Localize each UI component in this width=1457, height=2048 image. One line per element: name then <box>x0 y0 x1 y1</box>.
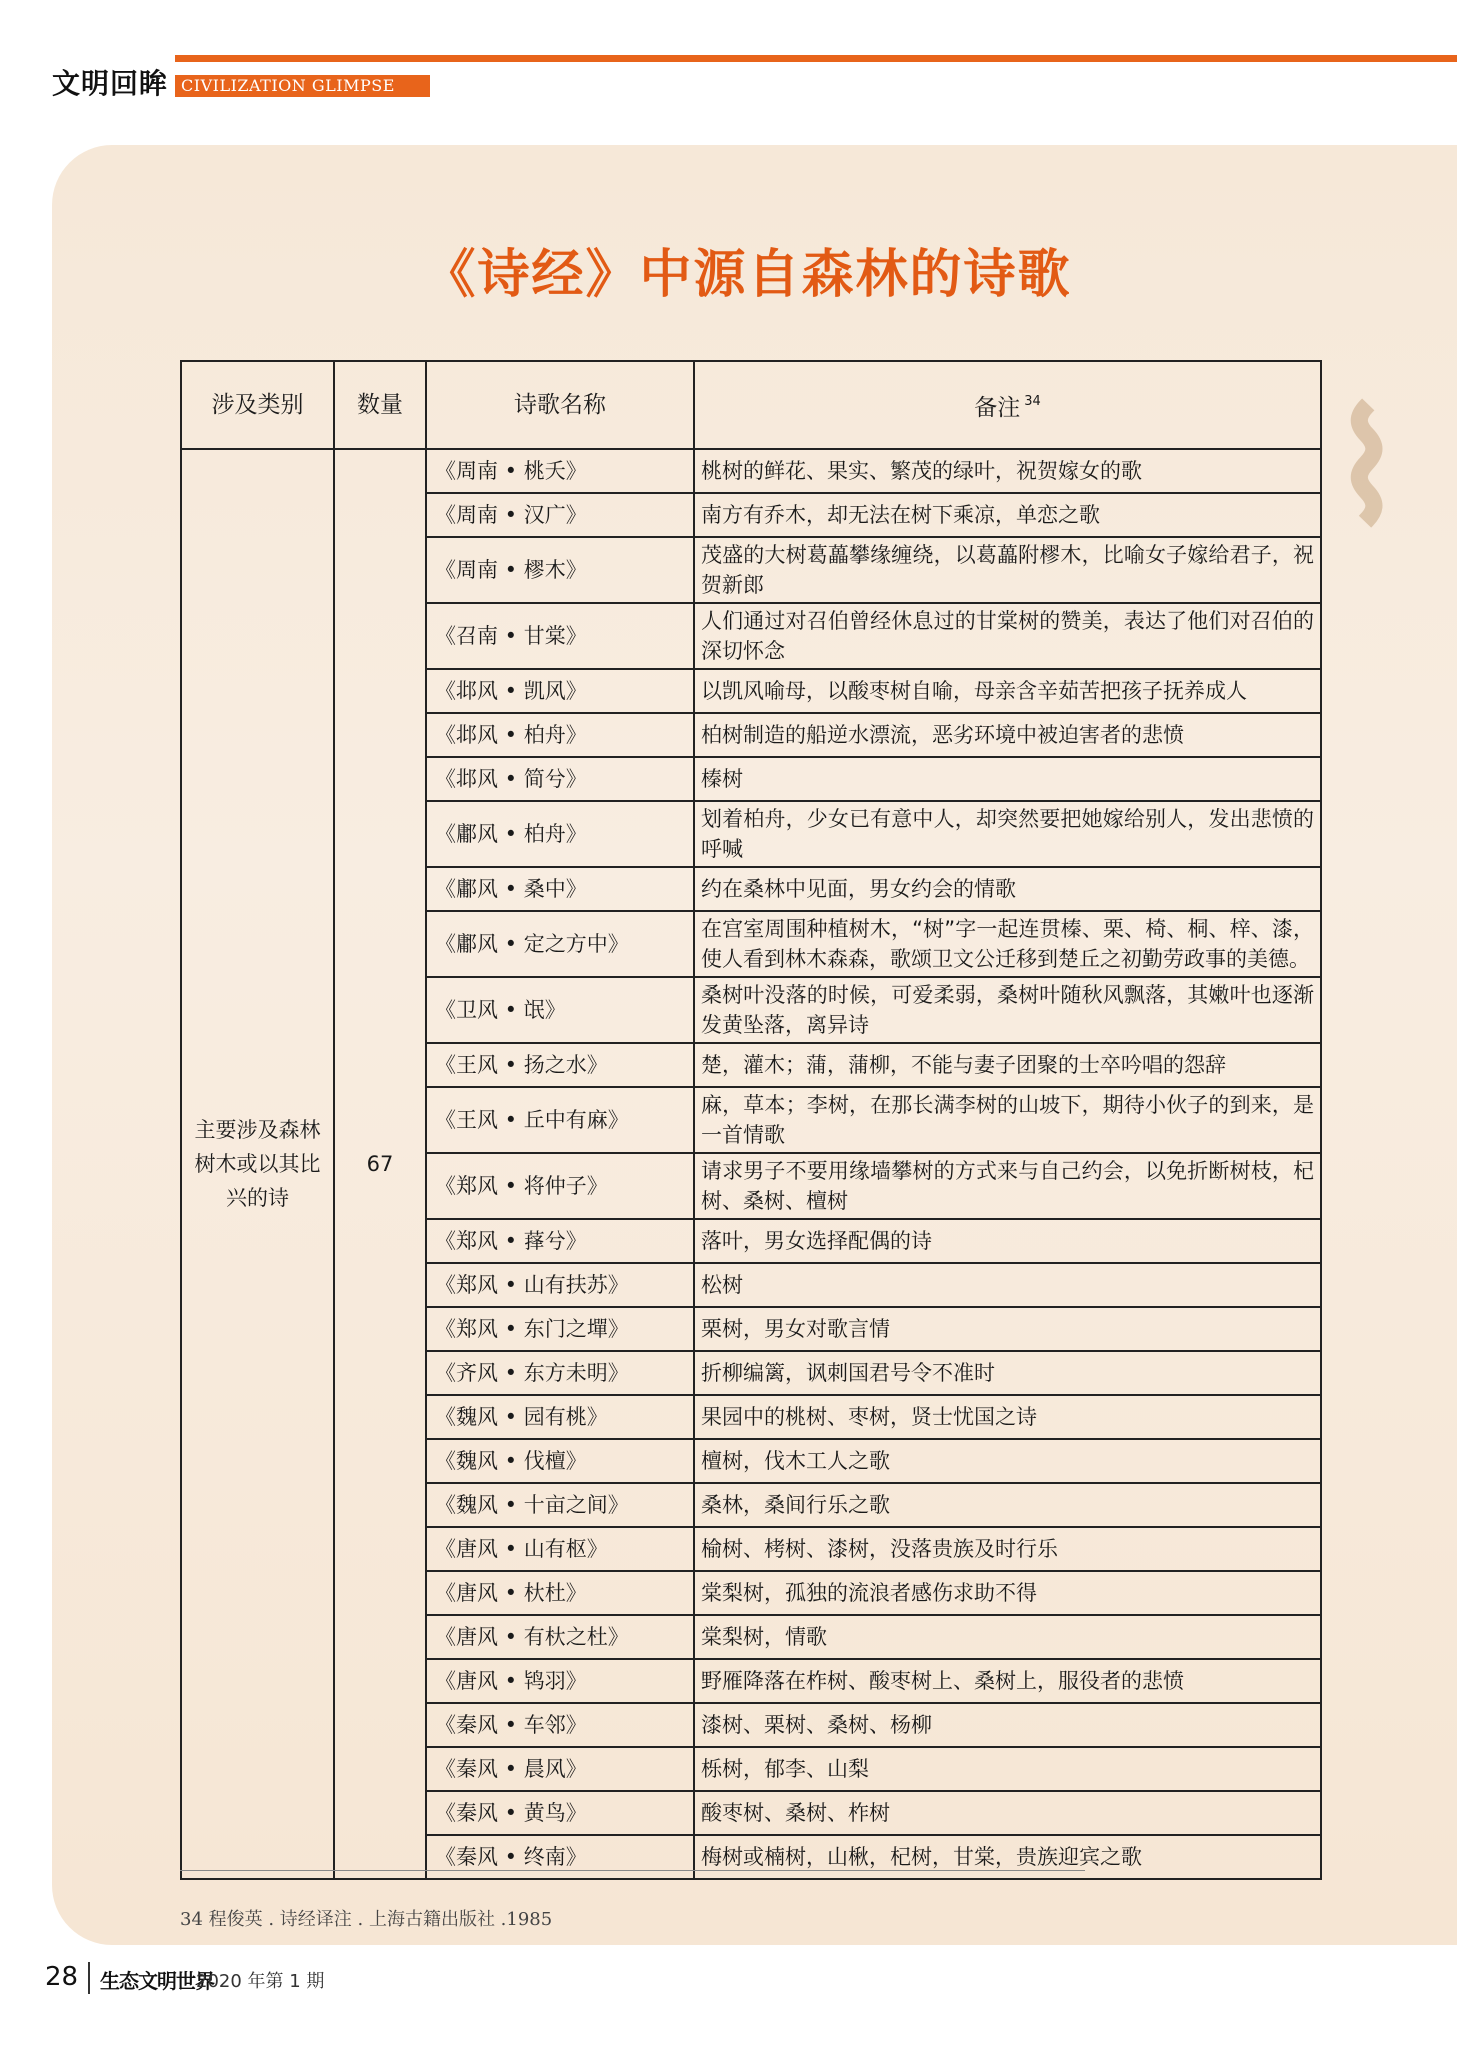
page-title: 《诗经》中源自森林的诗歌 <box>423 245 1072 305</box>
note-cell: 折柳编篱，讽刺国君号令不准时 <box>694 1351 1321 1395</box>
note-cell: 果园中的桃树、枣树，贤士忧国之诗 <box>694 1395 1321 1439</box>
note-cell: 柏树制造的船逆水漂流，恶劣环境中被迫害者的悲愤 <box>694 713 1321 757</box>
note-cell: 梅树或楠树，山楸，杞树，甘棠，贵族迎宾之歌 <box>694 1835 1321 1879</box>
poem-name-cell: 《郑风 • 山有扶苏》 <box>426 1263 694 1307</box>
poem-name-cell: 《邶风 • 柏舟》 <box>426 713 694 757</box>
header-poem: 诗歌名称 <box>426 361 694 449</box>
poem-name-cell: 《郑风 • 东门之墠》 <box>426 1307 694 1351</box>
note-cell: 人们通过对召伯曾经休息过的甘棠树的赞美，表达了他们对召伯的深切怀念 <box>694 603 1321 669</box>
poem-name-cell: 《魏风 • 园有桃》 <box>426 1395 694 1439</box>
note-cell: 在宫室周围种植树木，“树”字一起连贯榛、栗、椅、桐、梓、漆，使人看到林木森森，歌颂卫文公迁移到楚丘之初勤劳政事的美德。 <box>694 911 1321 977</box>
magazine-name: 生态文明世界 <box>100 1969 214 1993</box>
poem-name-cell: 《秦风 • 终南》 <box>426 1835 694 1879</box>
note-cell: 榆树、栲树、漆树，没落贵族及时行乐 <box>694 1527 1321 1571</box>
note-cell: 约在桑林中见面，男女约会的情歌 <box>694 867 1321 911</box>
issue-label: 2020 年第 1 期 <box>196 1971 325 1992</box>
footer-divider <box>88 1962 90 1994</box>
note-cell: 茂盛的大树葛藟攀缘缠绕，以葛藟附樛木，比喻女子嫁给君子，祝贺新郎 <box>694 537 1321 603</box>
note-cell: 楚，灌木；蒲，蒲柳，不能与妻子团聚的士卒吟唱的怨辞 <box>694 1043 1321 1087</box>
note-cell: 檀树，伐木工人之歌 <box>694 1439 1321 1483</box>
note-cell: 桃树的鲜花、果实、繁茂的绿叶，祝贺嫁女的歌 <box>694 449 1321 493</box>
note-cell: 棠梨树，孤独的流浪者感伤求助不得 <box>694 1571 1321 1615</box>
poem-name-cell: 《周南 • 汉广》 <box>426 493 694 537</box>
section-title: 文明回眸 <box>52 67 169 100</box>
note-cell: 野雁降落在柞树、酸枣树上、桑树上，服役者的悲愤 <box>694 1659 1321 1703</box>
footnote-marker: 34 <box>1024 394 1041 409</box>
poem-name-cell: 《鄘风 • 定之方中》 <box>426 911 694 977</box>
section-tag: CIVILIZATION GLIMPSE <box>175 75 430 97</box>
table-header-row <box>181 361 1321 449</box>
poem-name-cell: 《唐风 • 有杕之杜》 <box>426 1615 694 1659</box>
poem-name-cell: 《唐风 • 鸨羽》 <box>426 1659 694 1703</box>
poem-name-cell: 《鄘风 • 柏舟》 <box>426 801 694 867</box>
poem-name-cell: 《鄘风 • 桑中》 <box>426 867 694 911</box>
category-cell: 主要涉及森林树木或以其比兴的诗 <box>181 449 334 1879</box>
note-cell: 落叶，男女选择配偶的诗 <box>694 1219 1321 1263</box>
note-cell: 划着柏舟，少女已有意中人，却突然要把她嫁给别人，发出悲愤的呼喊 <box>694 801 1321 867</box>
note-cell: 酸枣树、桑树、柞树 <box>694 1791 1321 1835</box>
poem-name-cell: 《邶风 • 简兮》 <box>426 757 694 801</box>
poem-name-cell: 《齐风 • 东方未明》 <box>426 1351 694 1395</box>
footnote-rule <box>180 1870 1085 1871</box>
note-cell: 桑林，桑间行乐之歌 <box>694 1483 1321 1527</box>
poem-name-cell: 《秦风 • 晨风》 <box>426 1747 694 1791</box>
poem-name-cell: 《周南 • 桃夭》 <box>426 449 694 493</box>
poem-name-cell: 《邶风 • 凯风》 <box>426 669 694 713</box>
note-cell: 南方有乔木，却无法在树下乘凉，单恋之歌 <box>694 493 1321 537</box>
poem-table <box>180 360 1322 1880</box>
poem-name-cell: 《魏风 • 十亩之间》 <box>426 1483 694 1527</box>
note-cell: 棠梨树，情歌 <box>694 1615 1321 1659</box>
note-cell: 松树 <box>694 1263 1321 1307</box>
note-cell: 漆树、栗树、桑树、杨柳 <box>694 1703 1321 1747</box>
header-note: 备注 $^{34}$ <box>694 361 1321 449</box>
poem-name-cell: 《王风 • 丘中有麻》 <box>426 1087 694 1153</box>
table-row <box>181 449 1321 493</box>
note-cell: 栎树，郁李、山梨 <box>694 1747 1321 1791</box>
poem-name-cell: 《郑风 • 将仲子》 <box>426 1153 694 1219</box>
note-cell: 请求男子不要用缘墙攀树的方式来与自己约会，以免折断树枝，杞树、桑树、檀树 <box>694 1153 1321 1219</box>
count-cell: 67 <box>334 449 426 1879</box>
header-rule <box>175 55 1457 62</box>
page-number: 28 <box>45 1962 79 1992</box>
poem-name-cell: 《唐风 • 山有枢》 <box>426 1527 694 1571</box>
poem-name-cell: 《王风 • 扬之水》 <box>426 1043 694 1087</box>
poem-name-cell: 《唐风 • 杕杜》 <box>426 1571 694 1615</box>
footnote: 34 程俊英 . 诗经译注 . 上海古籍出版社 .1985 <box>180 1909 553 1930</box>
poem-name-cell: 《秦风 • 车邻》 <box>426 1703 694 1747</box>
calligraphy-background: ⌇ <box>1330 380 1404 556</box>
note-cell: 榛树 <box>694 757 1321 801</box>
table-body <box>181 449 1321 1879</box>
poem-name-cell: 《召南 • 甘棠》 <box>426 603 694 669</box>
poem-name-cell: 《郑风 • 萚兮》 <box>426 1219 694 1263</box>
poem-name-cell: 《卫风 • 氓》 <box>426 977 694 1043</box>
poem-name-cell: 《魏风 • 伐檀》 <box>426 1439 694 1483</box>
note-cell: 栗树，男女对歌言情 <box>694 1307 1321 1351</box>
header-category: 涉及类别 <box>181 361 334 449</box>
note-cell: 桑树叶没落的时候，可爱柔弱，桑树叶随秋风飘落，其嫩叶也逐渐发黄坠落，离异诗 <box>694 977 1321 1043</box>
poem-name-cell: 《秦风 • 黄鸟》 <box>426 1791 694 1835</box>
note-cell: 麻，草本；李树，在那长满李树的山坡下，期待小伙子的到来，是一首情歌 <box>694 1087 1321 1153</box>
note-cell: 以凯风喻母，以酸枣树自喻，母亲含辛茹苦把孩子抚养成人 <box>694 669 1321 713</box>
header-count: 数量 <box>334 361 426 449</box>
poem-name-cell: 《周南 • 樛木》 <box>426 537 694 603</box>
